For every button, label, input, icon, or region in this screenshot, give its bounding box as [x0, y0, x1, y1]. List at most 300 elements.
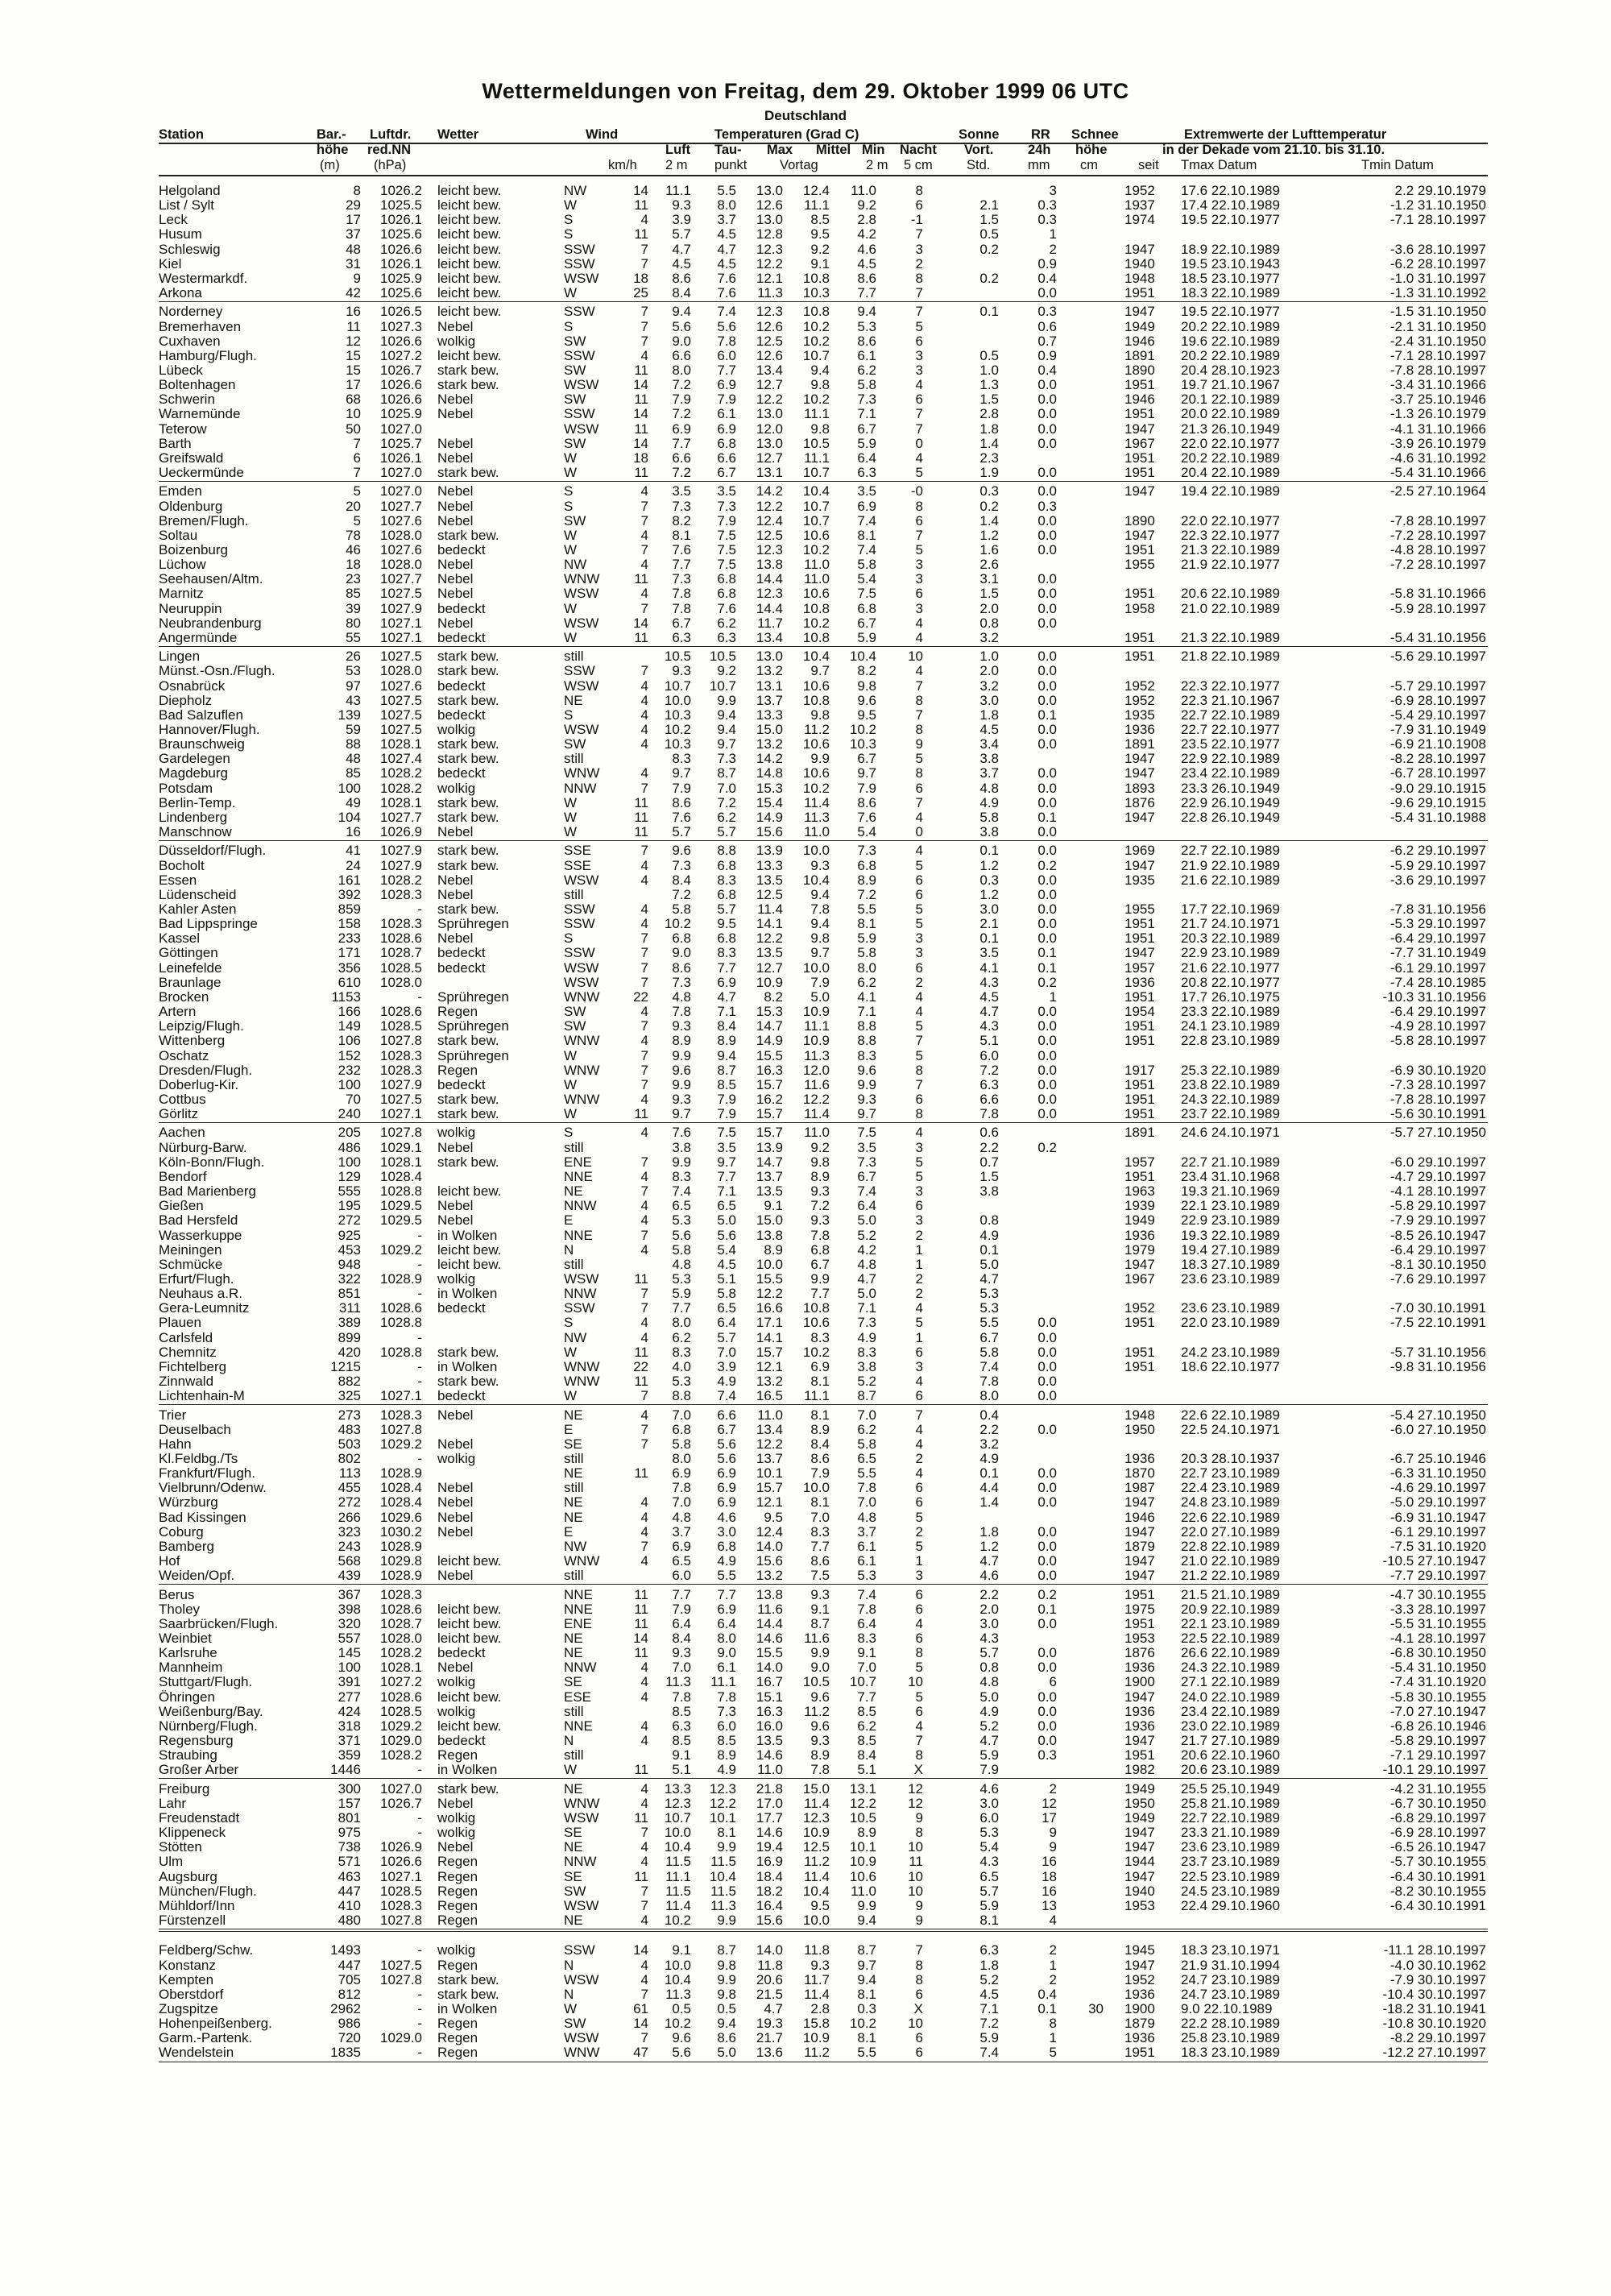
- cell-tmin-datum: -5.5 31.10.1955: [1389, 1615, 1486, 1631]
- cell-tmax-datum: 23.7 23.10.1989: [1181, 1854, 1280, 1870]
- cell-station: Barth: [159, 435, 192, 451]
- cell-luftdruck: 1026.6: [380, 241, 422, 257]
- header-tmax-datum: Tmax Datum: [1181, 158, 1257, 172]
- cell-seit: 1944: [1124, 1854, 1155, 1870]
- cell-sonne: 4.6: [979, 1568, 999, 1584]
- cell-wind-richtung: WNW: [564, 1062, 600, 1078]
- cell-tmin-datum: -7.1 28.10.1997: [1389, 212, 1486, 228]
- cell-luft: 6.3: [672, 629, 691, 645]
- header-mittel: Mittel: [816, 143, 851, 157]
- table-row: [0, 1943, 1611, 1958]
- table-row: [0, 1646, 1611, 1660]
- cell-wind-richtung: S: [564, 212, 574, 228]
- cell-min: 5.2: [857, 1374, 876, 1389]
- cell-station: Angermünde: [159, 629, 238, 645]
- cell-sonne: 6.6: [979, 1091, 999, 1107]
- cell-max: 12.6: [756, 197, 783, 213]
- cell-bar-hoehe: 802: [338, 1450, 361, 1466]
- cell-rr: 0.0: [1037, 722, 1057, 737]
- cell-station: Teterow: [159, 421, 207, 437]
- table-row: [0, 2031, 1611, 2045]
- cell-wetter: Regen: [437, 1868, 478, 1884]
- cell-luft: 9.7: [672, 765, 691, 781]
- cell-luft: 9.6: [672, 843, 691, 859]
- cell-tmax-datum: 24.6 24.10.1971: [1181, 1125, 1280, 1141]
- cell-mittel: 7.5: [810, 1568, 830, 1584]
- cell-seit: 1951: [1124, 1106, 1155, 1122]
- table-row: [0, 1272, 1611, 1287]
- cell-rr: 1: [1049, 988, 1057, 1005]
- cell-wind-richtung: S: [564, 1125, 574, 1141]
- cell-taupunkt: 6.8: [717, 930, 736, 947]
- cell-wetter: stark bew.: [437, 1780, 499, 1797]
- cell-bar-hoehe: 80: [346, 615, 361, 631]
- cell-tmax-datum: 22.9 26.10.1949: [1181, 794, 1280, 810]
- cell-seit: 1950: [1124, 1795, 1155, 1811]
- cell-luftdruck: 1027.7: [380, 498, 422, 514]
- cell-max: 14.0: [756, 1538, 783, 1554]
- cell-bar-hoehe: 359: [338, 1747, 361, 1763]
- cell-luft: 9.3: [672, 197, 691, 213]
- cell-bar-hoehe: 392: [338, 886, 361, 902]
- cell-rr: 0.0: [1037, 406, 1057, 422]
- cell-wind-richtung: ESE: [564, 1689, 592, 1705]
- cell-taupunkt: 6.5: [717, 1300, 736, 1316]
- cell-taupunkt: 6.9: [717, 1480, 736, 1496]
- cell-nacht: 2: [915, 1523, 923, 1540]
- cell-tmin-datum: -8.5 26.10.1947: [1389, 1227, 1486, 1243]
- cell-wetter: stark bew.: [437, 794, 499, 810]
- cell-rr: 0.0: [1037, 663, 1057, 679]
- cell-sonne: 5.2: [979, 1718, 999, 1734]
- cell-seit: 1947: [1124, 751, 1155, 767]
- cell-wind-kmh: 7: [640, 1062, 648, 1078]
- cell-luftdruck: 1026.1: [380, 255, 422, 271]
- cell-taupunkt: 5.4: [717, 1241, 736, 1258]
- cell-nacht: X: [913, 2000, 923, 2016]
- table-row: [0, 484, 1611, 499]
- cell-tmax-datum: 19.5 23.10.1943: [1181, 255, 1280, 271]
- cell-sonne: 5.0: [979, 1689, 999, 1705]
- cell-mittel: 11.1: [804, 406, 830, 422]
- cell-station: Trier: [159, 1407, 187, 1423]
- cell-bar-hoehe: 152: [338, 1047, 361, 1063]
- cell-wind-richtung: NNE: [564, 1718, 593, 1734]
- table-row: [0, 1184, 1611, 1199]
- cell-station: Aachen: [159, 1125, 205, 1141]
- cell-taupunkt: 3.7: [717, 212, 736, 228]
- cell-mittel: 8.9: [810, 1168, 830, 1184]
- cell-seit: 1948: [1124, 1407, 1155, 1423]
- cell-mittel: 5.0: [810, 988, 830, 1005]
- cell-wind-richtung: WNW: [564, 988, 600, 1005]
- cell-bar-hoehe: 371: [338, 1733, 361, 1748]
- cell-wetter: stark bew.: [437, 663, 499, 679]
- cell-sonne: 3.2: [979, 678, 999, 694]
- cell-wind-kmh: 11: [634, 571, 648, 587]
- cell-bar-hoehe: 31: [346, 255, 361, 271]
- cell-station: Marnitz: [159, 586, 204, 602]
- cell-sonne: 6.0: [979, 1047, 999, 1063]
- cell-luftdruck: 1027.0: [380, 421, 422, 437]
- cell-wind-richtung: WSW: [564, 1809, 599, 1826]
- cell-nacht: 0: [915, 824, 923, 840]
- cell-tmax-datum: 20.4 28.10.1923: [1181, 363, 1280, 378]
- cell-sonne: 4.5: [979, 1986, 999, 2002]
- cell-bar-hoehe: 29: [346, 197, 361, 213]
- cell-tmax-datum: 20.3 28.10.1937: [1181, 1450, 1280, 1466]
- cell-taupunkt: 4.7: [717, 241, 736, 257]
- cell-luftdruck: 1028.3: [380, 1897, 422, 1913]
- cell-tmin-datum: -7.5 31.10.1920: [1389, 1538, 1486, 1554]
- cell-station: Soltau: [159, 527, 198, 543]
- cell-station: Boltenhagen: [159, 377, 236, 393]
- cell-max: 20.6: [756, 1971, 783, 1987]
- cell-min: 6.9: [857, 498, 876, 514]
- cell-luftdruck: 1027.5: [380, 722, 422, 737]
- cell-mittel: 9.6: [810, 1689, 830, 1705]
- cell-rr: 0.1: [1037, 959, 1057, 976]
- cell-min: 7.6: [857, 809, 876, 825]
- table-row: [0, 1437, 1611, 1452]
- cell-station: Husum: [159, 226, 202, 242]
- cell-sonne: 1.8: [979, 421, 999, 437]
- cell-luftdruck: 1028.3: [380, 1047, 422, 1063]
- cell-tmin-datum: -9.8 31.10.1956: [1389, 1358, 1486, 1374]
- cell-sonne: 7.8: [979, 1106, 999, 1122]
- cell-wind-kmh: 4: [640, 692, 648, 708]
- cell-rr: 0.0: [1037, 600, 1057, 616]
- cell-wetter: leicht bew.: [437, 212, 502, 228]
- cell-rr: 0.0: [1037, 678, 1057, 694]
- cell-tmax-datum: 18.3 27.10.1989: [1181, 1256, 1280, 1272]
- cell-wind-richtung: NE: [564, 1839, 583, 1855]
- cell-max: 17.1: [756, 1315, 783, 1331]
- cell-max: 16.2: [756, 1091, 783, 1107]
- cell-rr: 0.0: [1037, 886, 1057, 902]
- table-row: [0, 1913, 1611, 1928]
- cell-mittel: 11.4: [804, 794, 830, 810]
- table-row: [0, 1078, 1611, 1092]
- cell-wetter: Nebel: [437, 586, 474, 602]
- cell-wind-kmh: 4: [640, 1329, 648, 1345]
- cell-mittel: 9.7: [810, 663, 830, 679]
- table-row: [0, 1360, 1611, 1374]
- cell-sonne: 0.2: [979, 270, 999, 286]
- cell-wetter: Nebel: [437, 1436, 474, 1452]
- cell-sonne: 2.2: [979, 1139, 999, 1155]
- cell-seit: 1952: [1124, 1300, 1155, 1316]
- cell-nacht: 8: [915, 498, 923, 514]
- cell-luft: 8.6: [672, 270, 691, 286]
- cell-taupunkt: 8.0: [717, 1630, 736, 1646]
- cell-wetter: Nebel: [437, 1139, 474, 1155]
- cell-tmin-datum: -9.0 29.10.1915: [1389, 780, 1486, 796]
- cell-wind-richtung: still: [564, 1450, 584, 1466]
- table-row: [0, 271, 1611, 286]
- cell-min: 10.6: [849, 1868, 876, 1884]
- cell-luftdruck: 1028.6: [380, 1601, 422, 1617]
- cell-tmin-datum: -7.9 31.10.1949: [1389, 722, 1486, 737]
- cell-wind-kmh: 11: [634, 1762, 648, 1778]
- cell-nacht: 3: [915, 347, 923, 363]
- cell-tmin-datum: -5.7 29.10.1997: [1389, 678, 1486, 694]
- cell-wetter: Nebel: [437, 1523, 474, 1540]
- cell-tmin-datum: -6.4 30.10.1991: [1389, 1897, 1486, 1913]
- cell-luftdruck: -: [417, 1256, 422, 1272]
- cell-bar-hoehe: 463: [338, 1868, 361, 1884]
- cell-tmax-datum: 21.7 24.10.1971: [1181, 916, 1280, 932]
- cell-mittel: 11.0: [804, 557, 830, 573]
- table-row: [0, 1797, 1611, 1811]
- cell-max: 11.0: [757, 1762, 783, 1778]
- cell-luft: 12.3: [664, 1795, 691, 1811]
- cell-sonne: 3.1: [979, 571, 999, 587]
- cell-mittel: 9.0: [810, 1660, 830, 1676]
- cell-station: Lingen: [159, 649, 201, 665]
- cell-station: Schleswig: [159, 241, 221, 257]
- cell-taupunkt: 7.0: [717, 1344, 736, 1360]
- cell-min: 9.3: [857, 1091, 876, 1107]
- cell-sonne: 0.8: [979, 615, 999, 631]
- cell-tmin-datum: -7.0 27.10.1947: [1389, 1703, 1486, 1719]
- cell-max: 14.2: [756, 483, 783, 499]
- cell-bar-hoehe: 49: [346, 794, 361, 810]
- cell-rr: 0.0: [1037, 571, 1057, 587]
- cell-tmax-datum: 17.7 26.10.1975: [1181, 988, 1280, 1005]
- cell-max: 13.2: [756, 736, 783, 752]
- cell-wind-kmh: 4: [640, 1091, 648, 1107]
- cell-wetter: bedeckt: [437, 765, 486, 781]
- cell-nacht: 6: [915, 586, 923, 602]
- cell-station: Bamberg: [159, 1538, 214, 1554]
- cell-mittel: 9.8: [810, 421, 830, 437]
- cell-luft: 7.6: [672, 1125, 691, 1141]
- cell-wetter: leicht bew.: [437, 241, 502, 257]
- cell-wetter: bedeckt: [437, 542, 486, 557]
- cell-mittel: 10.5: [802, 435, 830, 451]
- cell-tmin-datum: -5.6 30.10.1991: [1389, 1106, 1486, 1122]
- cell-luftdruck: 1027.8: [380, 1971, 422, 1987]
- cell-min: 0.3: [857, 2000, 876, 2016]
- cell-nacht: 6: [915, 333, 923, 349]
- cell-seit: 1935: [1124, 872, 1155, 888]
- table-row: [0, 1958, 1611, 1973]
- cell-mittel: 10.8: [802, 270, 830, 286]
- cell-tmax-datum: 22.9 22.10.1989: [1181, 751, 1280, 767]
- cell-luft: 5.8: [672, 1436, 691, 1452]
- cell-mittel: 11.7: [804, 1971, 830, 1987]
- cell-nacht: 7: [915, 421, 923, 437]
- cell-luft: 9.1: [672, 1747, 691, 1763]
- cell-rr: 0.0: [1037, 1538, 1057, 1554]
- cell-nacht: 5: [915, 1538, 923, 1554]
- cell-wind-kmh: 7: [640, 318, 648, 334]
- cell-nacht: 2: [915, 1270, 923, 1287]
- cell-bar-hoehe: 7: [353, 435, 361, 451]
- cell-wind-kmh: 11: [634, 1344, 648, 1360]
- cell-sonne: 3.8: [979, 824, 999, 840]
- cell-luftdruck: 1028.0: [380, 1630, 422, 1646]
- cell-mittel: 11.0: [804, 571, 830, 587]
- cell-rr: 0.0: [1037, 930, 1057, 947]
- cell-sonne: 1.8: [979, 1523, 999, 1540]
- cell-luftdruck: 1027.9: [380, 857, 422, 873]
- cell-seit: 1967: [1124, 435, 1155, 451]
- cell-station: Deuselbach: [159, 1421, 231, 1437]
- cell-taupunkt: 6.6: [717, 1407, 736, 1423]
- cell-luft: 8.4: [672, 1630, 691, 1646]
- table-row: [0, 1092, 1611, 1107]
- cell-seit: 1939: [1124, 1198, 1155, 1214]
- cell-seit: 1951: [1124, 1747, 1155, 1763]
- table-row: [0, 363, 1611, 378]
- table-row: [0, 349, 1611, 363]
- cell-taupunkt: 3.9: [717, 1358, 736, 1374]
- cell-wetter: bedeckt: [437, 945, 486, 961]
- cell-station: Oldenburg: [159, 498, 223, 514]
- cell-wind-kmh: 11: [634, 824, 648, 840]
- cell-max: 10.1: [756, 1465, 783, 1482]
- cell-max: 15.0: [756, 1212, 783, 1229]
- cell-min: 13.1: [849, 1780, 876, 1797]
- cell-rr: 0.4: [1037, 1986, 1057, 2002]
- cell-sonne: 0.8: [979, 1660, 999, 1676]
- cell-seit: 1951: [1124, 1615, 1155, 1631]
- cell-min: 9.4: [857, 1971, 876, 1987]
- cell-bar-hoehe: 15: [346, 363, 361, 378]
- cell-seit: 1947: [1124, 304, 1155, 320]
- cell-sonne: 4.5: [979, 722, 999, 737]
- cell-rr: 0.0: [1037, 421, 1057, 437]
- cell-max: 12.1: [756, 1494, 783, 1511]
- cell-sonne: 0.1: [979, 1241, 999, 1258]
- cell-seit: 1940: [1124, 255, 1155, 271]
- table-row: [0, 407, 1611, 421]
- cell-wind-kmh: 7: [640, 542, 648, 557]
- cell-luft: 9.3: [672, 1645, 691, 1661]
- cell-station: Göttingen: [159, 945, 218, 961]
- cell-seit: 1967: [1124, 1270, 1155, 1287]
- cell-tmax-datum: 22.8 22.10.1989: [1181, 1538, 1280, 1554]
- cell-nacht: 7: [915, 1076, 923, 1092]
- cell-wind-kmh: 11: [634, 1809, 648, 1826]
- cell-tmin-datum: -7.8 28.10.1997: [1389, 512, 1486, 528]
- cell-max: 16.4: [756, 1897, 783, 1913]
- cell-luftdruck: 1028.7: [380, 945, 422, 961]
- cell-wind-kmh: 7: [640, 663, 648, 679]
- cell-bar-hoehe: 97: [346, 678, 361, 694]
- cell-luftdruck: -: [417, 1825, 422, 1841]
- cell-station: Bremerhaven: [159, 318, 242, 334]
- cell-max: 12.2: [756, 255, 783, 271]
- cell-min: 10.2: [849, 722, 876, 737]
- cell-tmin-datum: -7.3 28.10.1997: [1389, 1076, 1486, 1092]
- cell-seit: 1946: [1124, 333, 1155, 349]
- cell-tmin-datum: -4.0 30.10.1962: [1389, 1957, 1486, 1973]
- cell-sonne: 5.3: [979, 1825, 999, 1841]
- cell-wetter: stark bew.: [437, 1033, 499, 1049]
- cell-sonne: 2.0: [979, 600, 999, 616]
- cell-luft: 5.8: [672, 901, 691, 917]
- cell-mittel: 12.0: [802, 1062, 830, 1078]
- cell-wind-richtung: still: [564, 1568, 584, 1584]
- group-separator: [159, 1404, 1488, 1405]
- cell-rr: 0.0: [1037, 692, 1057, 708]
- cell-rr: 0.0: [1037, 916, 1057, 932]
- cell-nacht: 3: [915, 1568, 923, 1584]
- cell-luftdruck: -: [417, 1358, 422, 1374]
- cell-wind-richtung: WNW: [564, 571, 600, 587]
- cell-mittel: 10.2: [802, 333, 830, 349]
- cell-seit: 1946: [1124, 1509, 1155, 1525]
- cell-luftdruck: 1027.5: [380, 586, 422, 602]
- table-row: [0, 1141, 1611, 1155]
- cell-luftdruck: 1026.6: [380, 1854, 422, 1870]
- cell-wind-kmh: 4: [640, 212, 648, 228]
- cell-mittel: 9.8: [810, 930, 830, 947]
- cell-rr: 0.3: [1037, 212, 1057, 228]
- cell-mittel: 9.3: [810, 1212, 830, 1229]
- cell-bar-hoehe: 568: [338, 1553, 361, 1569]
- cell-station: Frankfurt/Flugh.: [159, 1465, 255, 1482]
- cell-min: 8.0: [857, 959, 876, 976]
- cell-wetter: stark bew.: [437, 857, 499, 873]
- cell-station: Zinnwald: [159, 1374, 214, 1389]
- cell-bar-hoehe: 195: [338, 1198, 361, 1214]
- cell-sonne: 6.5: [979, 1868, 999, 1884]
- cell-nacht: 7: [915, 406, 923, 422]
- cell-luft: 4.8: [672, 1256, 691, 1272]
- cell-mittel: 8.6: [810, 1553, 830, 1569]
- cell-taupunkt: 8.3: [717, 872, 736, 888]
- cell-rr: 0.0: [1037, 1718, 1057, 1734]
- cell-bar-hoehe: 555: [338, 1183, 361, 1200]
- cell-seit: 1949: [1124, 1212, 1155, 1229]
- cell-seit: 1947: [1124, 1733, 1155, 1748]
- cell-tmax-datum: 20.2 22.10.1989: [1181, 450, 1280, 466]
- cell-luftdruck: 1026.6: [380, 333, 422, 349]
- cell-station: Bad Marienberg: [159, 1183, 256, 1200]
- cell-wind-richtung: NE: [564, 692, 583, 708]
- cell-wind-kmh: 11: [634, 1465, 648, 1482]
- cell-luft: 5.3: [672, 1374, 691, 1389]
- cell-mittel: 10.4: [802, 649, 830, 665]
- cell-wind-richtung: WSW: [564, 377, 599, 393]
- cell-tmin-datum: -5.7 30.10.1955: [1389, 1854, 1486, 1870]
- cell-min: 8.9: [857, 1825, 876, 1841]
- cell-seit: 1953: [1124, 1630, 1155, 1646]
- cell-station: Großer Arber: [159, 1762, 239, 1778]
- cell-mittel: 2.8: [810, 2000, 830, 2016]
- cell-max: 13.7: [756, 692, 783, 708]
- cell-tmax-datum: 22.8 26.10.1949: [1181, 809, 1280, 825]
- cell-luft: 10.4: [664, 1839, 691, 1855]
- header-min-1: Min: [862, 143, 885, 157]
- cell-wind-richtung: still: [564, 649, 584, 665]
- cell-rr: 0.0: [1037, 780, 1057, 796]
- cell-mittel: 10.0: [802, 959, 830, 976]
- cell-wetter: bedeckt: [437, 707, 486, 723]
- cell-tmax-datum: 19.6 22.10.1989: [1181, 333, 1280, 349]
- cell-station: Vielbrunn/Odenw.: [159, 1480, 267, 1496]
- group-separator: [159, 301, 1488, 302]
- cell-luft: 5.7: [672, 226, 691, 242]
- cell-mittel: 10.8: [802, 600, 830, 616]
- cell-bar-hoehe: 104: [338, 809, 361, 825]
- cell-luft: 7.4: [672, 1183, 691, 1200]
- cell-nacht: 3: [915, 1358, 923, 1374]
